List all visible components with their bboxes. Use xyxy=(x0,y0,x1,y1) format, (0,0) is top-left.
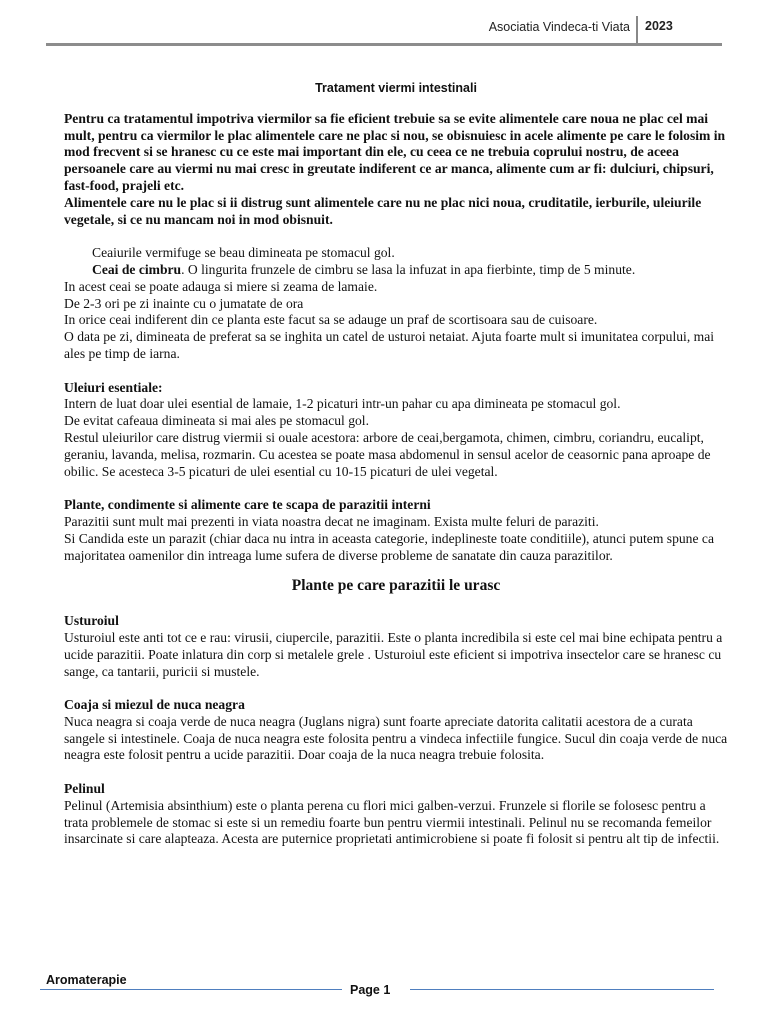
document-body xyxy=(64,80,728,848)
oils-heading: Uleiuri esentiale: xyxy=(64,379,163,395)
spacer xyxy=(64,228,728,245)
spacer xyxy=(64,480,728,497)
wormwood-heading: Pelinul xyxy=(64,781,105,797)
document-title: Tratament viermi intestinali xyxy=(315,81,477,95)
header-separator xyxy=(636,16,638,44)
oils-line: Restul uleiurilor care distrug viermii si ouale acestora: arbore de ceai,bergamota, chimen, cimbru, coriandru, eucalipt, geraniu, lavanda, melisa, rozmarin. Cu acestea se poate masa abdomenul in sensul acelor de ceasornic pana aproape de obilic. Se acesteca 3-5 picaturi de ulei esential cu 10-15 picaturi de ulei vegetal. xyxy=(64,429,711,479)
teas-line: O data pe zi, dimineata de preferat sa se inghita un catel de usturoi netaiat. Ajuta foarte mult si imunitatea corpului, mai ales pe timp de iarna. xyxy=(64,329,715,361)
intro-paragraph: Pentru ca tratamentul impotriva viermilor sa fie eficient trebuie sa se evite alimentele care noua ne plac cel mai mult, pentru ca viermilor le plac alimentele care ne plac si nou, se obisnuiesc in acele alimente pe care le folosim in mod frecvent si se hranesc cu ce este mai important din ele, cu ceea ce ne trebuia coprului nostru, de aceea persoanele care au viermi nu mai cresc in greutate indiferent ce ar manca, alimente cum ar fi: dulciuri, chipsuri, fast-food, prajeli etc. xyxy=(64,110,726,193)
teas-line: In acest ceai se poate adauga si miere si zeama de lamaie. xyxy=(64,278,378,294)
footer-page-number: Page 1 xyxy=(350,983,391,997)
walnut-text: Nuca neagra si coaja verde de nuca neagra (Juglans nigra) sunt foarte apreciate datorita calitatii acestora de a curata sangele si intestinele. Coaja de nuca neagra este folosita pentru a vindeca infectiile fungice. Sucul din coaja verde de nuca neagra este folosit pentru a ucide parazitii. Doar coaja de la nuca neagra trebuie folosita. xyxy=(64,713,728,763)
footer-rule-left xyxy=(40,989,342,990)
spacer xyxy=(64,363,728,380)
footer-rule-right xyxy=(410,989,714,990)
plants-line: Parazitii sunt mult mai prezenti in viata noastra decat ne imaginam. Exista multe feluri de paraziti. xyxy=(64,513,599,529)
oils-line: Intern de luat doar ulei esential de lamaie, 1-2 picaturi intr-un pahar cu apa dimineata pe stomacul gol. xyxy=(64,396,621,412)
thyme-tea-label: Ceai de cimbru xyxy=(92,261,182,277)
footer-title: Aromaterapie xyxy=(46,973,127,987)
wormwood-text: Pelinul (Artemisia absinthium) este o planta perena cu flori mici galben-verzui. Frunzele si florile se folosesc pentru a trata problemele de stomac si este si un remediu foarte bun pentru viermii intestinali. Pelinul nu se recomanda femeilor insarcinate si care alapteaza. Acesta are puternice proprietati antimicrobiene si poate fi folosit si pentru alt tip de infectii. xyxy=(64,797,720,847)
oils-line: De evitat cafeaua dimineata si mai ales pe stomacul gol. xyxy=(64,413,369,429)
teas-intro: Ceaiurile vermifuge se beau dimineata pe stomacul gol. xyxy=(92,245,395,261)
spacer xyxy=(64,764,728,781)
plants-line: Si Candida este un parazit (chiar daca nu intra in aceasta categorie, indeplineste toate conditiile), atunci putem spune ca majoritatea oamenilor din intreaga lume sufera de diverse probleme de sanatate din cauza parazitilor. xyxy=(64,530,714,563)
garlic-heading: Usturoiul xyxy=(64,613,119,629)
header-organization: Asociatia Vindeca-ti Viata xyxy=(488,20,630,34)
intro-paragraph-2: Alimentele care nu le plac si ii distrug sunt alimentele care nu ne plac nici noua, cruditatile, ierburile, uleiurile vegetale, si ce nu mancam noi in mod obisnuit. xyxy=(64,194,702,227)
garlic-text: Usturoiul este anti tot ce e rau: virusii, ciupercile, parazitii. Este o planta incredibila si este cel mai bine echipata pentru a ucide parazitii. Poate inlatura din corp si metalele grele . Usturoiul este eficient si impotriva insectelor care se hranesc cu sange, ca tantarii, puricii si mustele. xyxy=(64,629,723,679)
thyme-tea-paragraph xyxy=(64,262,728,279)
section-title: Plante pe care parazitii le urasc xyxy=(291,577,501,595)
teas-line: De 2-3 ori pe zi inainte cu o jumatate de ora xyxy=(64,295,304,311)
spacer xyxy=(64,680,728,697)
plants-heading: Plante, condimente si alimente care te scapa de parazitii interni xyxy=(64,497,431,513)
header-rule xyxy=(46,43,722,46)
teas-line: In orice ceai indiferent din ce planta este facut sa se adauge un praf de scortisoara sau de cuisoare. xyxy=(64,312,598,328)
header-year: 2023 xyxy=(645,19,673,33)
walnut-heading: Coaja si miezul de nuca neagra xyxy=(64,697,245,713)
thyme-tea-text: . O lingurita frunzele de cimbru se lasa la infuzat in apa fierbinte, timp de 5 minute. xyxy=(181,261,636,277)
